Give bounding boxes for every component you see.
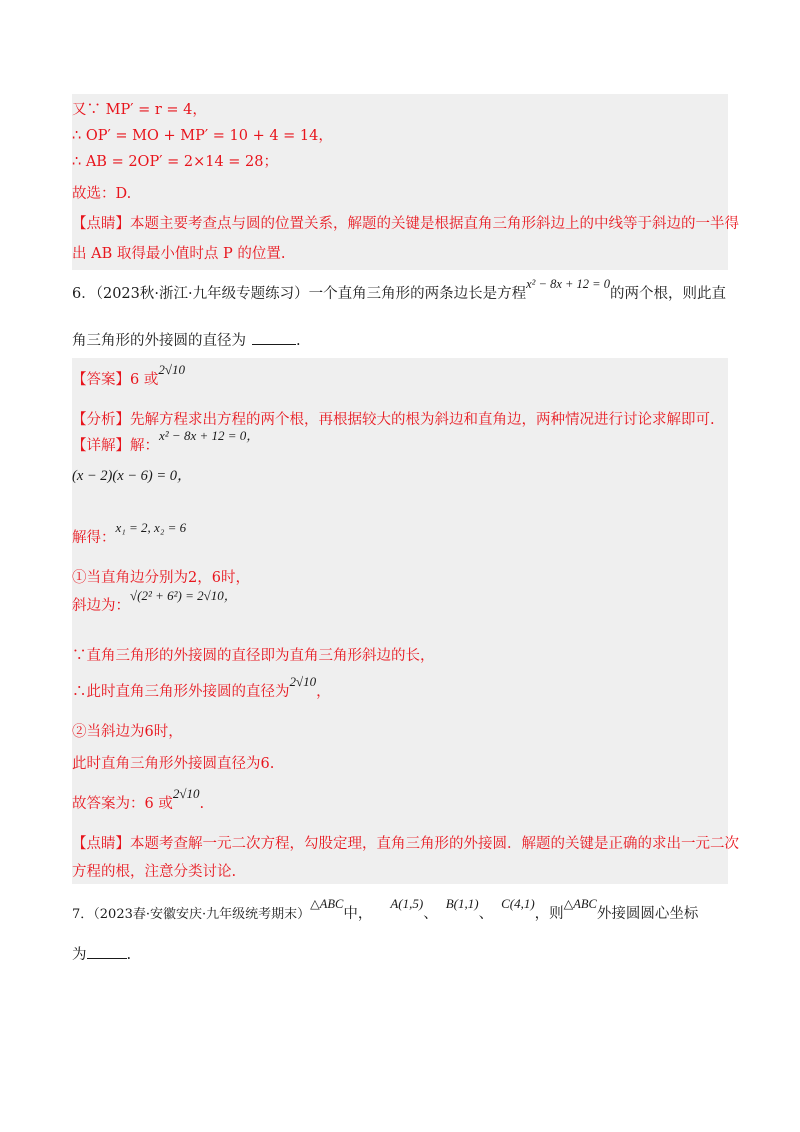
question-7-mid: 中， [343,906,373,922]
prev-line-2: ∴ OP′ = MO + MP′ = 10 + 4 = 14， [72,128,333,144]
answer-label: 【答案】6 或 [72,372,159,388]
roots-line [72,520,187,548]
question-6-text-b: 的两个根，则此直 [610,286,726,302]
roots-value: x₁ = 2, x₂ = 6 [115,520,187,535]
separator-2: 、 [478,906,494,922]
detail-line [72,428,260,456]
so-1-label: ∴此时直角三角形外接圆的直径为 [72,684,290,700]
prev-note-line-1: 【点睛】本题主要考查点与圆的位置关系，解题的关键是根据直角三角形斜边上的中线等于斜边的一半得 [72,216,739,232]
separator-1: 、 [423,906,438,922]
case-1-line: ①当直角边分别为2，6时， [72,570,250,586]
question-6-text-c: 角三角形的外接圆的直径为 [72,333,246,349]
answer-blank-7 [87,944,127,959]
solution-6-block [72,358,739,884]
so-2-line: 此时直角三角形外接圆直径为6. [72,756,275,772]
note-line-1: 【点睛】本题考查解一元二次方程，勾股定理，直角三角形的外接圆．解题的关键是正确的求出一元二次 [72,836,739,852]
question-7-line-2: 为 . [72,944,131,965]
question-7-tail: 外接圆圆心坐标 [596,906,699,922]
answer-value: 2√10 [158,362,185,377]
final-answer-line [72,786,205,814]
question-7-line-2-text: 为 [72,947,87,963]
question-6-line-1 [72,277,726,304]
question-6-text-a: 6．（2023秋·浙江·九年级专题练习）一个直角三角形的两条边长是方程 [72,286,527,302]
question-6-equation: x² − 8x + 12 = 0 [526,277,610,291]
solve-label: 解得： [72,530,116,546]
detail-equation: x² − 8x + 12 = 0， [159,428,260,443]
answer-blank-6 [252,330,296,345]
question-7-triangle-2: △ABC [563,897,597,911]
case-2-line: ②当斜边为6时， [72,724,183,740]
detail-label: 【详解】解： [72,438,159,454]
hypotenuse-line [72,588,237,616]
question-7-line-1 [72,896,699,925]
question-7-prefix: 7．（2023春·安徽安庆·九年级统考期末） [72,907,311,922]
prev-note-line-2: 出 AB 取得最小值时点 P 的位置. [72,246,286,262]
answer-line [72,362,185,390]
question-7-then: ，则 [534,906,564,922]
note-line-2: 方程的根，注意分类讨论. [72,864,237,880]
so-1-end: ， [316,684,331,700]
prev-line-4: 故选：D. [72,186,132,202]
prev-line-1: 又∵ MP′ = r = 4， [72,102,207,118]
so-1-value: 2√10 [289,674,317,689]
because-line: ∵直角三角形的外接圆的直径即为直角三角形斜边的长， [72,648,435,664]
point-c: C(4,1) [501,896,535,911]
hypotenuse-value: √(2² + 6²) = 2√10， [130,588,237,603]
analysis-line: 【分析】先解方程求出方程的两个根，再根据较大的根为斜边和直角边，两种情况进行讨论求解即可. [72,412,715,428]
point-a: A(1,5) [390,896,424,911]
previous-solution-block [72,94,739,270]
final-end: . [199,796,205,812]
prev-line-3: ∴ AB = 2OP′ = 2×14 = 28； [72,154,279,170]
point-b: B(1,1) [445,896,479,911]
question-6-line-2: 角三角形的外接圆的直径为 . [72,330,301,351]
final-value: 2√10 [172,786,200,801]
so-1-line [72,674,331,702]
question-7-triangle: △ABC [310,897,344,911]
final-label: 故答案为：6 或 [72,796,173,812]
factored-line: (x − 2)(x − 6) = 0， [72,468,192,484]
hypotenuse-label: 斜边为： [72,598,130,614]
